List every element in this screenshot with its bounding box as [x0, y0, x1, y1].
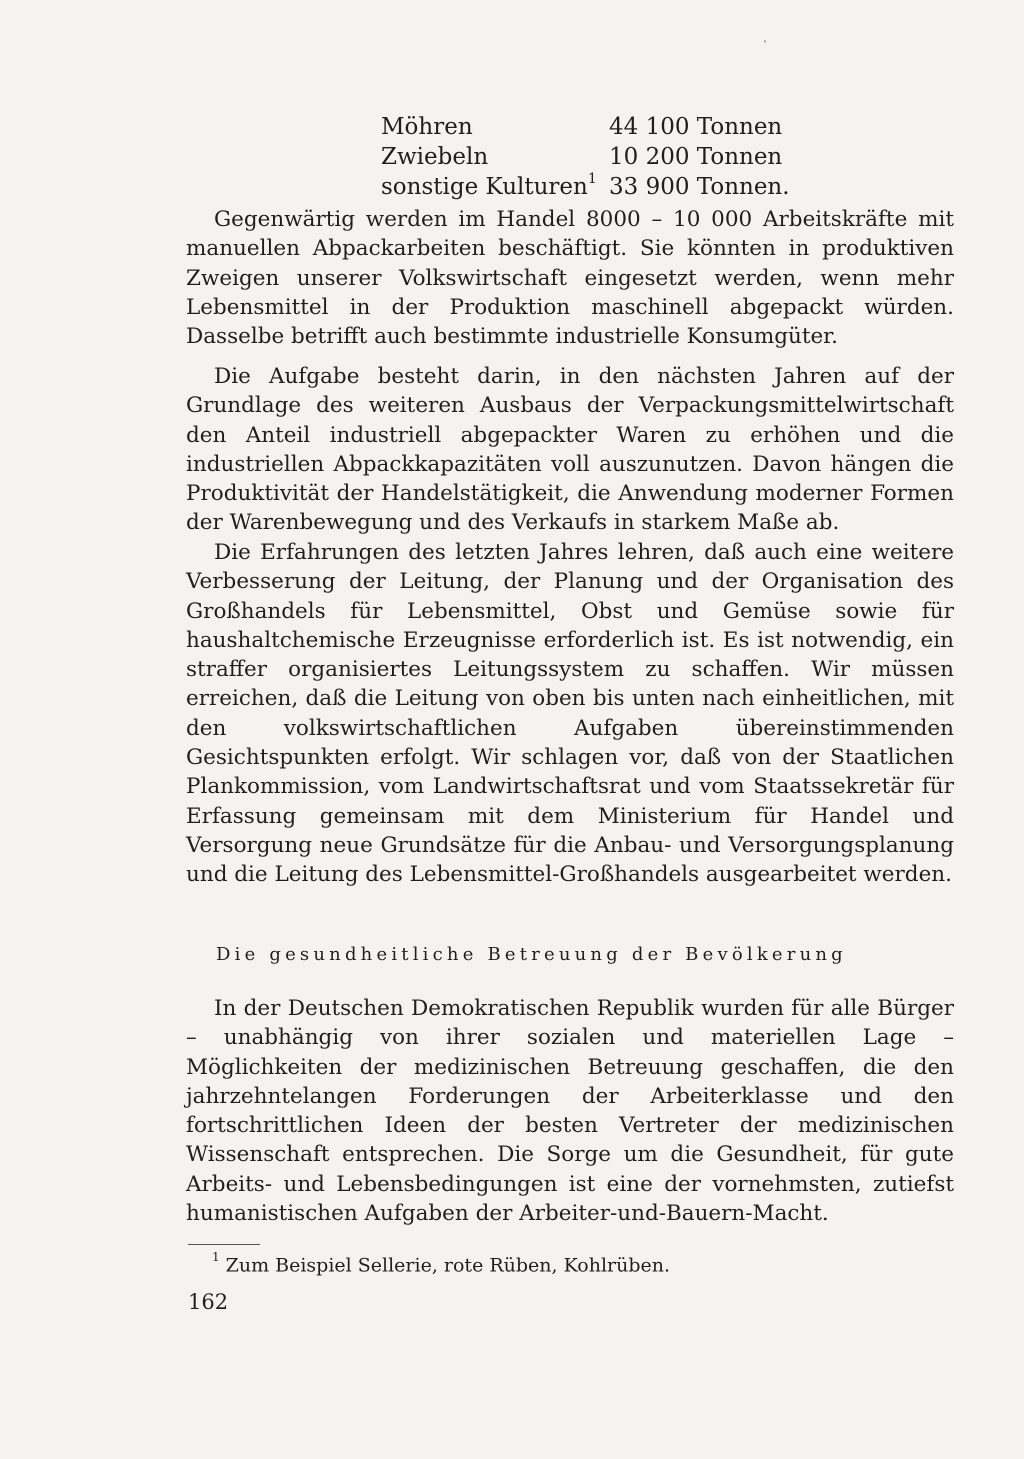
section-heading: Die gesundheitliche Betreuung der Bevölkerung: [216, 944, 847, 965]
paragraph-packaging-task: Die Aufgabe besteht darin, in den nächsten Jahren auf der Grundlage des weiteren Ausbaus der Verpackungsmittelwirtschaft den Anteil industriell abgepackter Waren zu erhöhen und die industriellen Abpackkapazitäten voll auszunutzen. Davon hängen die Produktivität der Handelstätigkeit, die Anwendung moderner Formen der Warenbewegung und des Verkaufs in starkem Maße ab.: [186, 364, 954, 536]
footnote-marker: 1: [212, 1250, 220, 1264]
crop-name: Zwiebeln: [381, 144, 489, 170]
crop-amount: 44 100 Tonnen: [609, 114, 783, 140]
footnote-text: Zum Beispiel Sellerie, rote Rüben, Kohlrüben.: [225, 1254, 671, 1277]
scan-artifact: [764, 40, 766, 43]
footnote: [212, 1248, 670, 1277]
crop-amount: 10 200 Tonnen: [609, 144, 783, 170]
paragraph-manual-packing: Gegenwärtig werden im Handel 8000 – 10 000 Arbeitskräfte mit manuellen Abpackarbeiten beschäftigt. Sie könnten in produktiven Zweigen unserer Volkswirtschaft eingesetzt werden, wenn mehr Lebensmittel in der Produktion maschinell abgepackt würden. Dasselbe betrifft auch bestimmte industrielle Konsumgüter.: [186, 207, 954, 350]
footnote-divider: [188, 1244, 260, 1245]
crop-amount: 33 900 Tonnen.: [609, 174, 790, 200]
page-number: 162: [188, 1290, 229, 1314]
crop-name: Möhren: [381, 114, 473, 140]
footnote-marker: 1: [587, 171, 597, 188]
paragraph-wholesale-management: Die Erfahrungen des letzten Jahres lehren, daß auch eine weitere Verbesserung der Leitung, der Planung und der Organisation des Großhandels für Lebensmittel, Obst und Gemüse sowie für haushaltchemische Erzeugnisse erforderlich ist. Es ist notwendig, ein straffer organisiertes Leitungssystem zu schaffen. Wir müssen erreichen, daß die Leitung von oben bis unten nach einheitlichen, mit den volkswirtschaftlichen Aufgaben übereinstimmenden Gesichtspunkten erfolgt. Wir schlagen vor, daß von der Staatlichen Plankommission, vom Landwirtschaftsrat und vom Staatssekretär für Erfassung gemeinsam mit dem Ministerium für Handel und Versorgung neue Grundsätze für die Anbau- und Versorgungsplanung und die Leitung des Lebensmittel-Großhandels ausgearbeitet werden.: [186, 540, 954, 888]
paragraph-health-care: In der Deutschen Demokratischen Republik wurden für alle Bürger – unabhängig von ihrer sozialen und materiellen Lage – Möglichkeiten der medizinischen Betreuung geschaffen, die den jahrzehntelangen Forderungen der Arbeiterklasse und den fortschrittlichen Ideen der besten Vertreter der medizinischen Wissenschaft entsprechen. Die Sorge um die Gesundheit, für gute Arbeits- und Lebensbedingungen ist eine der vornehmsten, zutiefst humanistischen Aufgaben der Arbeiter-und-Bauern-Macht.: [186, 996, 954, 1227]
crop-name: sonstige Kulturen$^1$: [381, 171, 597, 200]
